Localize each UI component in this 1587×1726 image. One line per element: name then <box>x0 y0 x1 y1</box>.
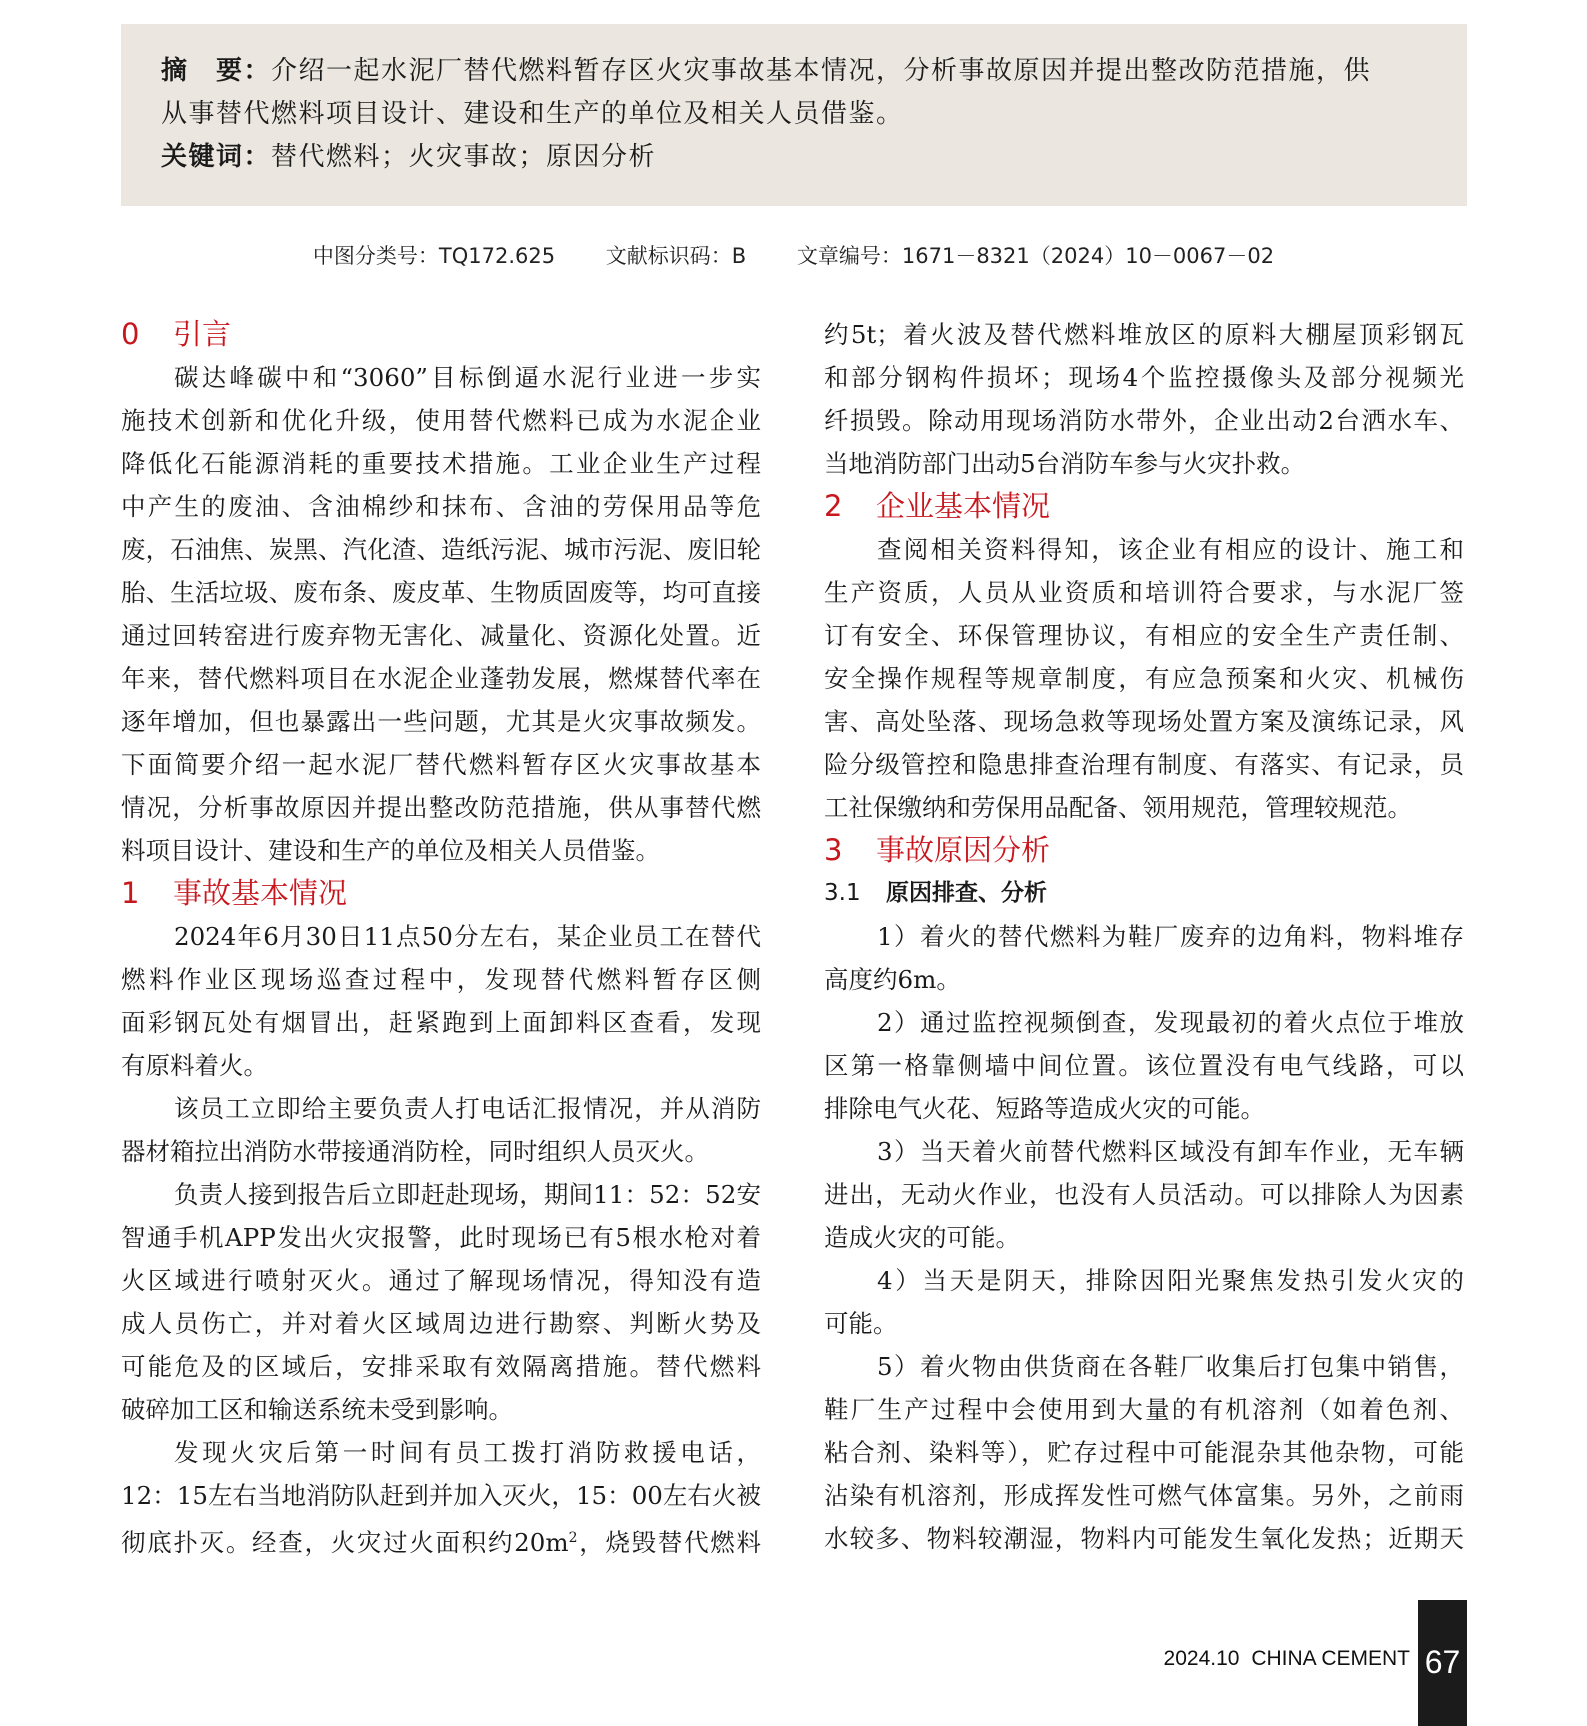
text-line: 2024年6月30日11点50分左右，某企业员工在替代 <box>174 922 761 951</box>
text-line <box>121 1517 761 1564</box>
issue-date: 2024.10 <box>1163 1647 1240 1670</box>
text-line: 查阅相关资料得知，该企业有相应的设计、施工和 <box>877 535 1464 564</box>
text-line: 纤损毁。除动用现场消防水带外，企业出动2台洒水车、 <box>824 406 1464 435</box>
text-line: 智通手机APP发出火灾报警，此时现场已有5根水枪对着 <box>121 1223 761 1252</box>
journal-name: CHINA CEMENT <box>1251 1647 1410 1670</box>
section-title: 引言 <box>173 317 232 351</box>
section-number: 3 <box>824 833 843 867</box>
text-line: 破碎加工区和输送系统未受到影响。 <box>121 1395 513 1424</box>
text-line: 鞋厂生产过程中会使用到大量的有机溶剂（如着色剂、 <box>824 1395 1464 1424</box>
section-title: 事故原因分析 <box>876 833 1051 867</box>
list-item <box>824 915 1464 1001</box>
list-item <box>824 1259 1464 1345</box>
text-line: 可能危及的区域后，安排采取有效隔离措施。替代燃料 <box>121 1352 761 1381</box>
text-line: 险分级管控和隐患排查治理有制度、有落实、有记录，员 <box>824 750 1464 779</box>
text-line: 发现火灾后第一时间有员工拨打消防救援电话， <box>174 1438 761 1467</box>
list-item <box>824 1130 1464 1259</box>
text-line: 害、高处坠落、现场急救等现场处置方案及演练记录，风 <box>824 707 1464 736</box>
text-line: 工社保缴纳和劳保用品配备、领用规范，管理较规范。 <box>824 793 1412 822</box>
list-item <box>824 1001 1464 1130</box>
text-line: 可能。 <box>824 1309 898 1338</box>
text-line: 排除电气火花、短路等造成火灾的可能。 <box>824 1094 1265 1123</box>
text-line: 成人员伤亡，并对着火区域周边进行勘察、判断火势及 <box>121 1309 761 1338</box>
text-line: 区第一格靠侧墙中间位置。该位置没有电气线路，可以 <box>824 1051 1464 1080</box>
keywords-line <box>161 136 1427 179</box>
text-line: 面彩钢瓦处有烟冒出，赶紧跑到上面卸料区查看，发现 <box>121 1008 761 1037</box>
text-line: 和部分钢构件损坏；现场4个监控摄像头及部分视频光 <box>824 363 1464 392</box>
text-line: 燃料作业区现场巡查过程中，发现替代燃料暂存区侧 <box>121 965 761 994</box>
keywords-text: 替代燃料；火灾事故；原因分析 <box>271 142 657 172</box>
text-line: 安全操作规程等规章制度，有应急预案和火灾、机械伤 <box>824 664 1464 693</box>
text-line: 火区域进行喷射灭火。通过了解现场情况，得知没有造 <box>121 1266 761 1295</box>
abstract-line-1 <box>161 50 1427 93</box>
text-line: 碳达峰碳中和“3060”目标倒逼水泥行业进一步实 <box>174 363 761 392</box>
section-title: 事故基本情况 <box>173 876 348 910</box>
section-number: 0 <box>121 317 140 351</box>
text-line: 该员工立即给主要负责人打电话汇报情况，并从消防 <box>174 1094 761 1123</box>
clc-number: 中图分类号：TQ172.625 <box>312 244 556 268</box>
text-line: 3）当天着火前替代燃料区域没有卸车作业，无车辆 <box>877 1137 1464 1166</box>
keywords-label: 关键词： <box>161 142 272 172</box>
paragraph <box>121 1431 761 1564</box>
text-line: 年来，替代燃料项目在水泥企业蓬勃发展，燃煤替代率在 <box>121 664 761 693</box>
text-line: 12：15左右当地消防队赶到并加入灭火，15：00左右火被 <box>121 1481 761 1510</box>
text-line: 当地消防部门出动5台消防车参与火灾扑救。 <box>824 449 1306 478</box>
list-item <box>824 1345 1464 1560</box>
page-number: 67 <box>1424 1644 1461 1680</box>
running-footer <box>1100 1647 1410 1671</box>
paragraph <box>121 915 761 1087</box>
text-line: 负责人接到报告后立即赶赴现场，期间11：52：52安 <box>174 1180 761 1209</box>
text-line: 2）通过监控视频倒查，发现最初的着火点位于堆放 <box>877 1008 1464 1037</box>
document-code: 文献标识码：B <box>605 244 747 268</box>
section-heading-1 <box>121 872 761 915</box>
text-line: 通过回转窑进行废弃物无害化、减量化、资源化处置。近 <box>121 621 761 650</box>
text-line: 料项目设计、建设和生产的单位及相关人员借鉴。 <box>121 836 660 865</box>
text-line: 器材箱拉出消防水带接通消防栓，同时组织人员灭火。 <box>121 1137 709 1166</box>
article-number: 文章编号：1671－8321（2024）10－0067－02 <box>796 244 1275 268</box>
text-line: 造成火灾的可能。 <box>824 1223 1020 1252</box>
intro-paragraph <box>121 356 761 872</box>
subsection-heading-3-1 <box>824 872 1464 915</box>
text-fragment: 彻底扑灭。经查，火灾过火面积约20m <box>121 1528 569 1558</box>
paragraph <box>824 528 1464 829</box>
text-fragment: ，烧毁替代燃料 <box>577 1528 761 1558</box>
text-line: 下面简要介绍一起水泥厂替代燃料暂存区火灾事故基本 <box>121 750 761 779</box>
text-line: 情况，分析事故原因并提出整改防范措施，供从事替代燃 <box>121 793 761 822</box>
abstract-text: 介绍一起水泥厂替代燃料暂存区火灾事故基本情况，分析事故原因并提出整改防范措施，供 <box>271 56 1372 86</box>
left-column <box>121 313 761 1564</box>
page-number-block <box>1418 1600 1467 1726</box>
text-line: 胎、生活垃圾、废布条、废皮革、生物质固废等，均可直接 <box>121 578 761 607</box>
text-line: 5）着火物由供货商在各鞋厂收集后打包集中销售， <box>877 1352 1464 1381</box>
subsection-number: 3.1 <box>824 880 861 906</box>
classification-line <box>0 240 1587 270</box>
text-line: 1）着火的替代燃料为鞋厂废弃的边角料，物料堆存 <box>877 922 1464 951</box>
text-line: 逐年增加，但也暴露出一些问题，尤其是火灾事故频发。 <box>121 707 761 736</box>
section-heading-3 <box>824 829 1464 872</box>
text-line: 有原料着火。 <box>121 1051 268 1080</box>
text-line: 沾染有机溶剂，形成挥发性可燃气体富集。另外，之前雨 <box>824 1481 1464 1510</box>
text-line: 降低化石能源消耗的重要技术措施。工业企业生产过程 <box>121 449 761 478</box>
text-line: 4）当天是阴天，排除因阳光聚焦发热引发火灾的 <box>877 1266 1464 1295</box>
section-number: 2 <box>824 489 843 523</box>
text-line: 施技术创新和优化升级，使用替代燃料已成为水泥企业 <box>121 406 761 435</box>
text-line: 订有安全、环保管理协议，有相应的安全生产责任制、 <box>824 621 1464 650</box>
text-line: 进出，无动火作业，也没有人员活动。可以排除人为因素 <box>824 1180 1464 1209</box>
text-line: 水较多、物料较潮湿，物料内可能发生氧化发热；近期天 <box>824 1524 1464 1553</box>
text-line: 约5t；着火波及替代燃料堆放区的原料大棚屋顶彩钢瓦 <box>824 320 1464 349</box>
abstract-line-2: 从事替代燃料项目设计、建设和生产的单位及相关人员借鉴。 <box>161 99 904 129</box>
section-heading-0 <box>121 313 761 356</box>
text-line: 废，石油焦、炭黑、汽化渣、造纸污泥、城市污泥、废旧轮 <box>121 535 761 564</box>
text-line: 粘合剂、染料等），贮存过程中可能混杂其他杂物，可能 <box>824 1438 1464 1467</box>
section-number: 1 <box>121 876 140 910</box>
section-heading-2 <box>824 485 1464 528</box>
text-line: 中产生的废油、含油棉纱和抹布、含油的劳保用品等危 <box>121 492 761 521</box>
text-line: 生产资质，人员从业资质和培训符合要求，与水泥厂签 <box>824 578 1464 607</box>
text-line: 高度约6m。 <box>824 965 961 994</box>
paragraph <box>121 1173 761 1431</box>
abstract-box <box>121 24 1467 206</box>
section-title: 企业基本情况 <box>876 489 1051 523</box>
superscript: 2 <box>568 1530 578 1546</box>
right-column <box>824 313 1464 1560</box>
subsection-title: 原因排查、分析 <box>886 880 1047 906</box>
abstract-label: 摘 要： <box>161 56 272 86</box>
paragraph <box>121 1087 761 1173</box>
paragraph-continued <box>824 313 1464 485</box>
